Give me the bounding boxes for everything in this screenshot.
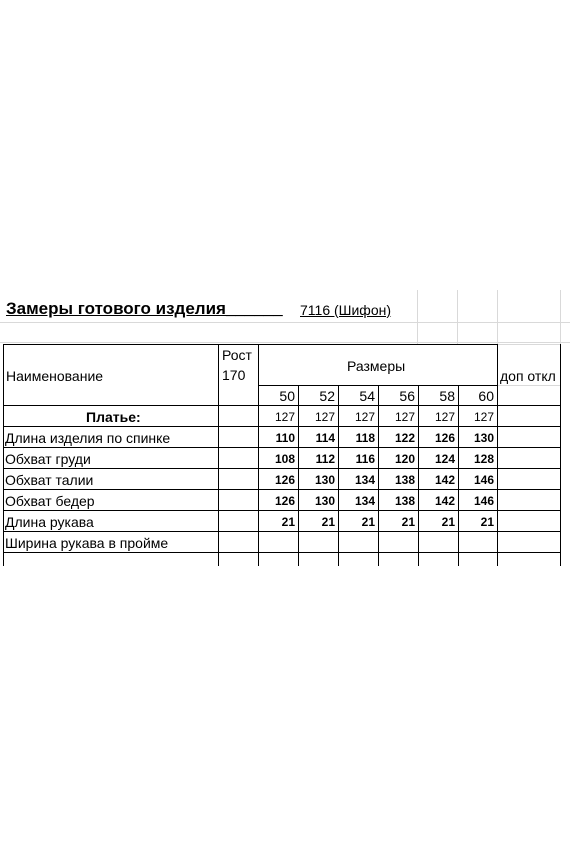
section-value: 127 — [314, 410, 335, 424]
row-value: 21 — [401, 515, 415, 529]
row-value: 118 — [355, 431, 375, 445]
row-value: 134 — [354, 473, 375, 487]
row-value: 120 — [394, 452, 415, 466]
row-label: Длина изделия по спинке — [5, 430, 171, 446]
row-value: 146 — [473, 473, 494, 487]
size-60: 60 — [478, 388, 494, 404]
row-value: 21 — [361, 515, 375, 529]
row-label: Обхват талии — [5, 472, 94, 488]
gridline — [417, 290, 418, 344]
row-label: Ширина рукава в пройме — [5, 535, 169, 551]
header-sizes-label: Размеры — [347, 358, 406, 374]
gridline — [0, 322, 570, 323]
size-54: 54 — [359, 388, 375, 404]
row-label: Длина рукава — [5, 514, 94, 530]
row-value: 112 — [315, 452, 335, 466]
section-value: 127 — [354, 410, 375, 424]
row-label: Обхват груди — [5, 451, 91, 467]
row-value: 21 — [441, 515, 455, 529]
row-label: Обхват бедер — [5, 493, 95, 509]
document-title: Замеры готового изделия______ — [6, 299, 283, 318]
row-value: 126 — [274, 473, 295, 487]
row-value: 130 — [314, 473, 335, 487]
size-58: 58 — [439, 388, 455, 404]
row-value: 138 — [394, 494, 415, 508]
section-value: 127 — [394, 410, 415, 424]
header-height-label: Рост — [222, 347, 252, 363]
row-value: 124 — [434, 452, 455, 466]
row-value: 130 — [314, 494, 335, 508]
row-value: 126 — [274, 494, 295, 508]
gridline — [457, 290, 458, 344]
row-value: 116 — [355, 452, 375, 466]
gridline — [497, 290, 498, 344]
model-name: 7116 (Шифон) — [300, 302, 392, 318]
row-value: 142 — [434, 473, 455, 487]
header-name: Наименование — [6, 368, 104, 384]
row-value: 110 — [275, 431, 295, 445]
row-value: 21 — [321, 515, 335, 529]
size-50: 50 — [279, 388, 295, 404]
gridline — [560, 290, 561, 344]
row-value: 130 — [473, 431, 494, 445]
row-value: 21 — [281, 515, 295, 529]
header-extra: доп откл — [500, 368, 556, 384]
row-value: 138 — [394, 473, 415, 487]
size-52: 52 — [319, 388, 335, 404]
section-value: 127 — [434, 410, 455, 424]
row-value: 122 — [394, 431, 415, 445]
row-value: 146 — [473, 494, 494, 508]
size-56: 56 — [399, 388, 415, 404]
row-value: 108 — [274, 452, 295, 466]
row-value: 128 — [473, 452, 494, 466]
row-value: 126 — [434, 431, 455, 445]
row-value: 142 — [434, 494, 455, 508]
section-label: Платье: — [86, 409, 141, 425]
gridline — [0, 342, 570, 343]
row-value: 134 — [354, 494, 375, 508]
section-value: 127 — [274, 410, 295, 424]
row-value: 21 — [480, 515, 494, 529]
row-value: 114 — [315, 431, 335, 445]
section-value: 127 — [473, 410, 494, 424]
header-height-value: 170 — [222, 367, 246, 383]
